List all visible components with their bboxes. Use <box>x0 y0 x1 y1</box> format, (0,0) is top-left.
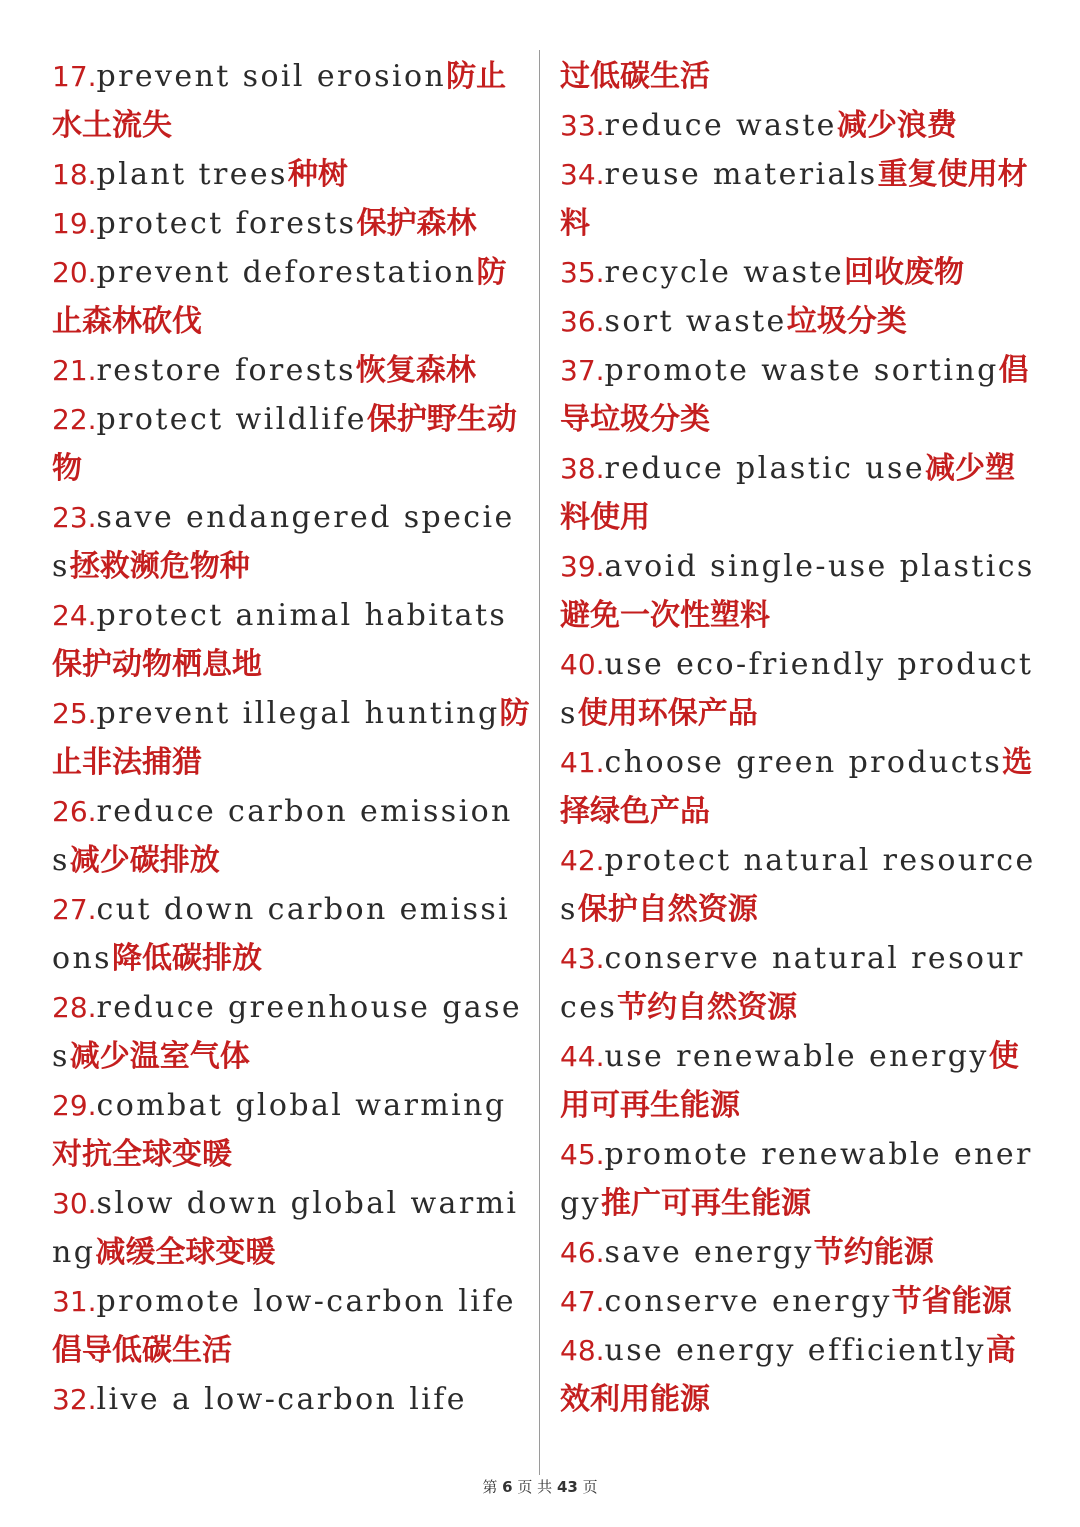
chinese-translation: 倡导低碳生活 <box>52 1333 232 1368</box>
english-phrase: conserve natural resources <box>560 941 1025 1025</box>
english-phrase: recycle waste <box>604 255 845 290</box>
entry-number: 30. <box>52 1187 97 1220</box>
entry-number: 18. <box>52 158 97 191</box>
phrase-entry <box>52 1081 530 1179</box>
chinese-translation: 高效利用能源 <box>560 1333 1016 1417</box>
phrase-entry <box>560 542 1038 640</box>
phrase-entry <box>52 1277 530 1375</box>
chinese-translation: 保护野生动物 <box>52 402 517 486</box>
phrase-entry <box>560 738 1038 836</box>
entry-number: 42. <box>560 844 605 877</box>
entry-number: 27. <box>52 893 97 926</box>
english-phrase: reduce waste <box>604 108 837 143</box>
phrase-entry <box>52 885 530 983</box>
english-phrase: choose green products <box>604 745 1003 780</box>
footer-middle: 页 共 <box>517 1478 553 1496</box>
entry-number: 47. <box>560 1285 605 1318</box>
entry-number: 38. <box>560 452 605 485</box>
english-phrase: reduce plastic use <box>604 451 925 486</box>
entry-number: 34. <box>560 158 605 191</box>
entry-number: 44. <box>560 1040 605 1073</box>
english-phrase: prevent deforestation <box>96 255 477 290</box>
chinese-translation: 减少温室气体 <box>69 1039 250 1074</box>
phrase-entry <box>52 983 530 1081</box>
chinese-translation: 回收废物 <box>844 255 965 290</box>
phrase-entry <box>52 52 530 150</box>
english-phrase: reduce carbon emissions <box>52 794 513 878</box>
english-phrase: protect wildlife <box>96 402 367 437</box>
footer-total-pages: 43 <box>556 1478 578 1496</box>
entry-number: 20. <box>52 256 97 289</box>
phrase-entry <box>52 493 530 591</box>
entry-number: 43. <box>560 942 605 975</box>
chinese-translation: 过低碳生活 <box>560 59 710 94</box>
chinese-translation: 减少碳排放 <box>69 843 220 878</box>
entry-number: 36. <box>560 305 605 338</box>
english-phrase: prevent illegal hunting <box>96 696 500 731</box>
entry-number: 32. <box>52 1383 97 1416</box>
entry-number: 24. <box>52 599 97 632</box>
column-divider <box>539 50 540 1475</box>
chinese-translation: 减少浪费 <box>836 108 957 143</box>
english-phrase: live a low-carbon life <box>96 1382 467 1417</box>
entry-number: 31. <box>52 1285 97 1318</box>
phrase-entry <box>52 591 530 689</box>
chinese-translation: 防止非法捕猎 <box>52 696 530 780</box>
phrase-entry <box>52 199 530 248</box>
entry-number: 45. <box>560 1138 605 1171</box>
right-column <box>560 52 1038 1424</box>
chinese-translation: 恢复森林 <box>355 353 476 388</box>
entry-number: 48. <box>560 1334 605 1367</box>
chinese-translation: 减少塑料使用 <box>560 451 1015 535</box>
entry-number: 39. <box>560 550 605 583</box>
english-phrase: slow down global warming <box>52 1186 519 1270</box>
footer-page-number: 6 <box>502 1478 513 1496</box>
phrase-entry <box>560 1130 1038 1228</box>
chinese-translation: 使用环保产品 <box>577 696 758 731</box>
entry-number: 35. <box>560 256 605 289</box>
chinese-translation: 拯救濒危物种 <box>69 549 250 584</box>
english-phrase: sort waste <box>604 304 787 339</box>
english-phrase: conserve energy <box>604 1284 892 1319</box>
english-phrase: use energy efficiently <box>604 1333 986 1368</box>
phrase-entry <box>560 836 1038 934</box>
chinese-translation: 防止森林砍伐 <box>52 255 507 339</box>
entry-number: 46. <box>560 1236 605 1269</box>
phrase-entry <box>560 297 1038 346</box>
chinese-translation: 减缓全球变暖 <box>95 1235 276 1270</box>
left-column <box>52 52 530 1424</box>
english-phrase: use eco-friendly products <box>560 647 1034 731</box>
phrase-entry <box>52 1375 530 1424</box>
english-phrase: restore forests <box>96 353 356 388</box>
phrase-entry <box>52 689 530 787</box>
chinese-translation: 推广可再生能源 <box>600 1186 811 1221</box>
english-phrase: save endangered species <box>52 500 515 584</box>
english-phrase: save energy <box>604 1235 814 1270</box>
entry-number: 33. <box>560 109 605 142</box>
footer-suffix: 页 <box>582 1478 598 1496</box>
entry-number: 19. <box>52 207 97 240</box>
phrase-entry <box>560 248 1038 297</box>
entry-number: 28. <box>52 991 97 1024</box>
phrase-entry <box>560 640 1038 738</box>
phrase-entry <box>560 1326 1038 1424</box>
phrase-entry <box>52 248 530 346</box>
chinese-translation: 节约自然资源 <box>617 990 798 1025</box>
footer-prefix: 第 <box>482 1478 498 1496</box>
phrase-entry <box>52 1179 530 1277</box>
english-phrase: protect forests <box>96 206 357 241</box>
entry-number: 29. <box>52 1089 97 1122</box>
entry-number: 41. <box>560 746 605 779</box>
entry-number: 17. <box>52 60 97 93</box>
phrase-entry <box>560 101 1038 150</box>
english-phrase: reuse materials <box>604 157 878 192</box>
chinese-translation: 降低碳排放 <box>111 941 262 976</box>
english-phrase: promote renewable energy <box>560 1137 1033 1221</box>
phrase-entry <box>560 444 1038 542</box>
english-phrase: protect animal habitats <box>96 598 508 633</box>
chinese-translation: 使用可再生能源 <box>560 1039 1019 1123</box>
chinese-translation: 种树 <box>287 157 348 192</box>
chinese-translation: 保护自然资源 <box>577 892 758 927</box>
phrase-entry <box>52 395 530 493</box>
entry-number: 25. <box>52 697 97 730</box>
chinese-translation: 节省能源 <box>891 1284 1012 1319</box>
page-footer <box>0 1476 1080 1497</box>
chinese-translation: 选择绿色产品 <box>560 745 1033 829</box>
phrase-entry <box>52 150 530 199</box>
phrase-entry <box>560 346 1038 444</box>
entry-number: 23. <box>52 501 97 534</box>
chinese-translation: 防止水土流失 <box>52 59 507 143</box>
english-phrase: promote low-carbon life <box>96 1284 516 1319</box>
phrase-entry <box>560 1277 1038 1326</box>
english-phrase: plant trees <box>96 157 288 192</box>
english-phrase: promote waste sorting <box>604 353 999 388</box>
phrase-entry <box>52 346 530 395</box>
chinese-translation: 垃圾分类 <box>786 304 907 339</box>
entry-number: 37. <box>560 354 605 387</box>
phrase-entry <box>560 934 1038 1032</box>
english-phrase: cut down carbon emissions <box>52 892 511 976</box>
chinese-translation: 重复使用材料 <box>560 157 1028 241</box>
chinese-translation: 对抗全球变暖 <box>52 1137 232 1172</box>
chinese-translation: 保护动物栖息地 <box>52 647 262 682</box>
chinese-translation: 避免一次性塑料 <box>560 598 770 633</box>
phrase-entry <box>560 150 1038 248</box>
entry-number: 22. <box>52 403 97 436</box>
english-phrase: avoid single-use plastics <box>604 549 1035 584</box>
english-phrase: reduce greenhouse gases <box>52 990 523 1074</box>
phrase-entry <box>52 787 530 885</box>
phrase-entry <box>560 52 1038 101</box>
entry-number: 40. <box>560 648 605 681</box>
english-phrase: prevent soil erosion <box>96 59 447 94</box>
english-phrase: protect natural resources <box>560 843 1036 927</box>
chinese-translation: 倡导垃圾分类 <box>560 353 1029 437</box>
english-phrase: use renewable energy <box>604 1039 989 1074</box>
english-phrase: combat global warming <box>96 1088 507 1123</box>
phrase-entry <box>560 1032 1038 1130</box>
chinese-translation: 保护森林 <box>356 206 477 241</box>
entry-number: 26. <box>52 795 97 828</box>
phrase-entry <box>560 1228 1038 1277</box>
entry-number: 21. <box>52 354 97 387</box>
chinese-translation: 节约能源 <box>813 1235 934 1270</box>
